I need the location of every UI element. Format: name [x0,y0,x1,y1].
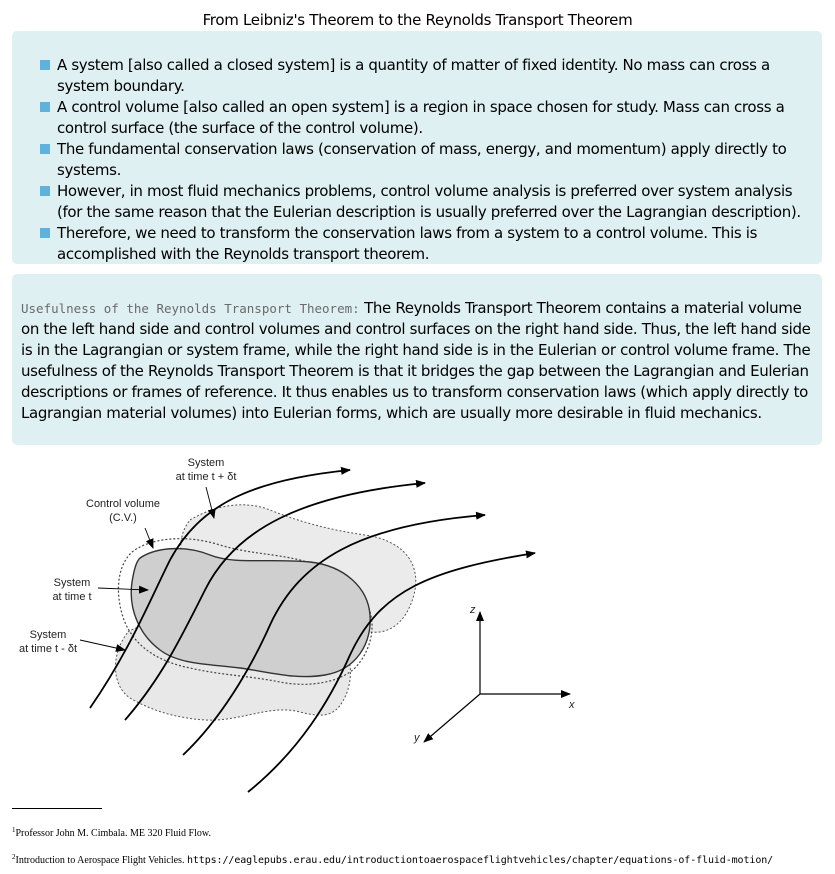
y-axis-label: y [414,732,420,744]
list-item-text: A control volume [also called an open system] is a region in space chosen for study. Mass can cross a control surface (the surface of the control volume). [57,98,785,137]
list-item [38,139,810,181]
usefulness-box [12,274,822,445]
usefulness-paragraph [21,298,812,424]
footnote-2-url-link[interactable]: https://eaglepubs.erau.edu/introductiontoaerospaceflightvehicles/chapter/equations-of-fluid-motion/ [186,855,774,866]
page-title: From Leibniz's Theorem to the Reynolds Transport Theorem [202,11,633,29]
list-item [38,55,810,97]
label-system-now-2: at time t [52,591,92,603]
list-item-text: The fundamental conservation laws (conservation of mass, energy, and momentum) apply directly to systems. [57,140,787,179]
label-system-past-2: at time t - δt [18,643,78,655]
bullet-square-icon [40,102,50,112]
list-item [38,181,810,223]
definitions-list [38,55,810,265]
label-cv-2: (C.V.) [109,512,137,524]
usefulness-text: The Reynolds Transport Theorem contains a material volume on the left hand side and control volumes and control surfaces on the right hand side. Thus, the left hand side is in the Lagrangian or system frame, while the right hand side is in the Eulerian or control volume frame. The usefulness of the Reynolds Transport Theorem is that it bridges the gap between the Lagrangian and Eulerian descriptions or frames of reference. It thus enables us to transform conservation laws (which apply directly to Lagrangian material volumes) into Eulerian forms, which are usually more desirable in fluid mechanics. [21,299,811,422]
list-item [38,223,810,265]
bullet-square-icon [40,60,50,70]
label-system-future-2: at time t + δt [175,471,237,483]
label-system-future-1: System [187,457,225,469]
list-item-text: However, in most fluid mechanics problems, control volume analysis is preferred over system analysis (for the same reason that the Eulerian description is usually preferred over the Lagrangian description). [57,182,801,221]
label-cv-1: Control volume [86,498,160,510]
bullet-square-icon [40,228,50,238]
pointer-past [80,640,125,650]
footnote-1-mark: 1 [12,826,16,834]
footnote-2-text: Introduction to Aerospace Flight Vehicles. [15,855,185,866]
footnote-2 [12,853,773,866]
usefulness-lead: Usefulness of the Reynolds Transport Theorem: [21,301,360,316]
pointer-cv [145,528,153,548]
label-system-past-1: System [29,629,67,641]
z-axis-label: z [470,604,476,616]
bullet-square-icon [40,186,50,196]
footnote-1-text: Professor John M. Cimbala. ME 320 Fluid Flow. [15,828,211,839]
rtt-diagram [0,450,835,800]
list-item [38,97,810,139]
bullet-square-icon [40,144,50,154]
x-axis-label: x [569,699,575,711]
footnote-2-mark: 2 [12,853,16,861]
footnote-1 [12,826,211,839]
footnote-divider [12,808,102,809]
list-item-text: Therefore, we need to transform the conservation laws from a system to a control volume. This is accomplished with the Reynolds transport theorem. [57,224,758,263]
label-system-now-1: System [53,577,91,589]
y-axis [424,694,480,742]
definitions-box [12,31,822,264]
list-item-text: A system [also called a closed system] is a quantity of matter of fixed identity. No mass can cross a system boundary. [57,56,770,95]
